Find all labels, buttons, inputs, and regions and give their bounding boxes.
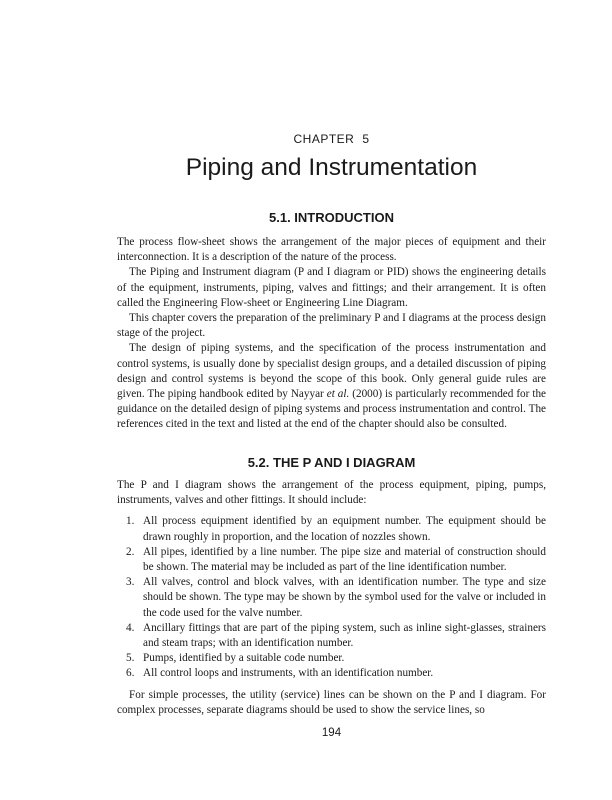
chapter-label <box>117 132 546 146</box>
list-item <box>126 621 546 651</box>
paragraph: The Piping and Instrument diagram (P and I diagram or PID) shows the engineering details of the equipment, instruments, piping, valves and fittings; and their arrangement. It is often called the Engineering Flow-sheet or Engineering Line Diagram. <box>117 266 546 309</box>
list-marker: 4. <box>126 621 135 634</box>
list-item <box>126 651 546 666</box>
introduction-body <box>117 235 546 433</box>
paragraph: For simple processes, the utility (service) lines can be shown on the P and I diagram. For complex processes, separate diagrams should be used to show the service lines, so <box>117 688 546 716</box>
list-marker: 6. <box>126 667 135 680</box>
paragraph: The process flow-sheet shows the arrangement of the major pieces of equipment and their interconnection. It is a description of the nature of the process. <box>117 236 546 264</box>
list-item-text: All control loops and instruments, with an identification number. <box>143 667 434 680</box>
section-heading-introduction: 5.1. INTRODUCTION <box>269 210 394 225</box>
list-item <box>126 575 546 621</box>
section-heading-p-and-i-diagram: 5.2. THE P AND I DIAGRAM <box>247 455 416 470</box>
paragraph-text: (2000) is particularly recommended for the guidance on the detailed design of piping systems and process instrumentation and control. The references cited in the text and listed at the end of the chapter should also be consulted. <box>117 388 546 431</box>
list-marker: 3. <box>126 576 135 589</box>
paragraph: The P and I diagram shows the arrangement of the process equipment, piping, pumps, instruments, valves and other fittings. It should include: <box>117 479 546 507</box>
paragraph: This chapter covers the preparation of the preliminary P and I diagrams at the process design stage of the project. <box>117 312 546 340</box>
list-item-text: Pumps, identified by a suitable code number. <box>143 652 345 665</box>
p-and-i-diagram-body <box>117 478 546 718</box>
page-number: 194 <box>321 727 342 739</box>
list-item <box>126 545 546 575</box>
list-item-text: All process equipment identified by an equipment number. The equipment should be drawn roughly in proportion, and the location of nozzles shown. <box>143 515 546 543</box>
chapter-word: CHAPTER <box>293 132 355 146</box>
list-marker: 2. <box>126 545 135 558</box>
list-item-text: All valves, control and block valves, with an identification number. The type and size should be shown. The type may be shown by the symbol used for the valve or included in the code used for the valve number. <box>143 576 546 619</box>
list-item <box>126 666 546 681</box>
paragraph-text: The design of piping systems, and the specification of the process instrumentation and control systems, is usually done by specialist design groups, and a detailed discussion of piping design and control systems is beyond the scope of this book. Only general guide rules are given. The piping handbook edited by Nayyar <box>117 342 546 401</box>
numbered-list <box>117 514 546 681</box>
list-item-text: Ancillary fittings that are part of the piping system, such as inline sight-glasses, strainers and steam traps; with an identification number. <box>143 621 546 650</box>
list-marker: 1. <box>126 515 135 528</box>
list-marker: 5. <box>126 652 135 665</box>
list-item-text: All pipes, identified by a line number. The pipe size and material of construction should be shown. The material may be included as part of the line identification number. <box>143 545 546 574</box>
italic-citation: et al. <box>326 388 350 401</box>
list-item <box>126 514 546 544</box>
chapter-title: Piping and Instrumentation <box>185 154 478 181</box>
paragraph <box>117 341 546 432</box>
chapter-number: 5 <box>362 132 370 146</box>
